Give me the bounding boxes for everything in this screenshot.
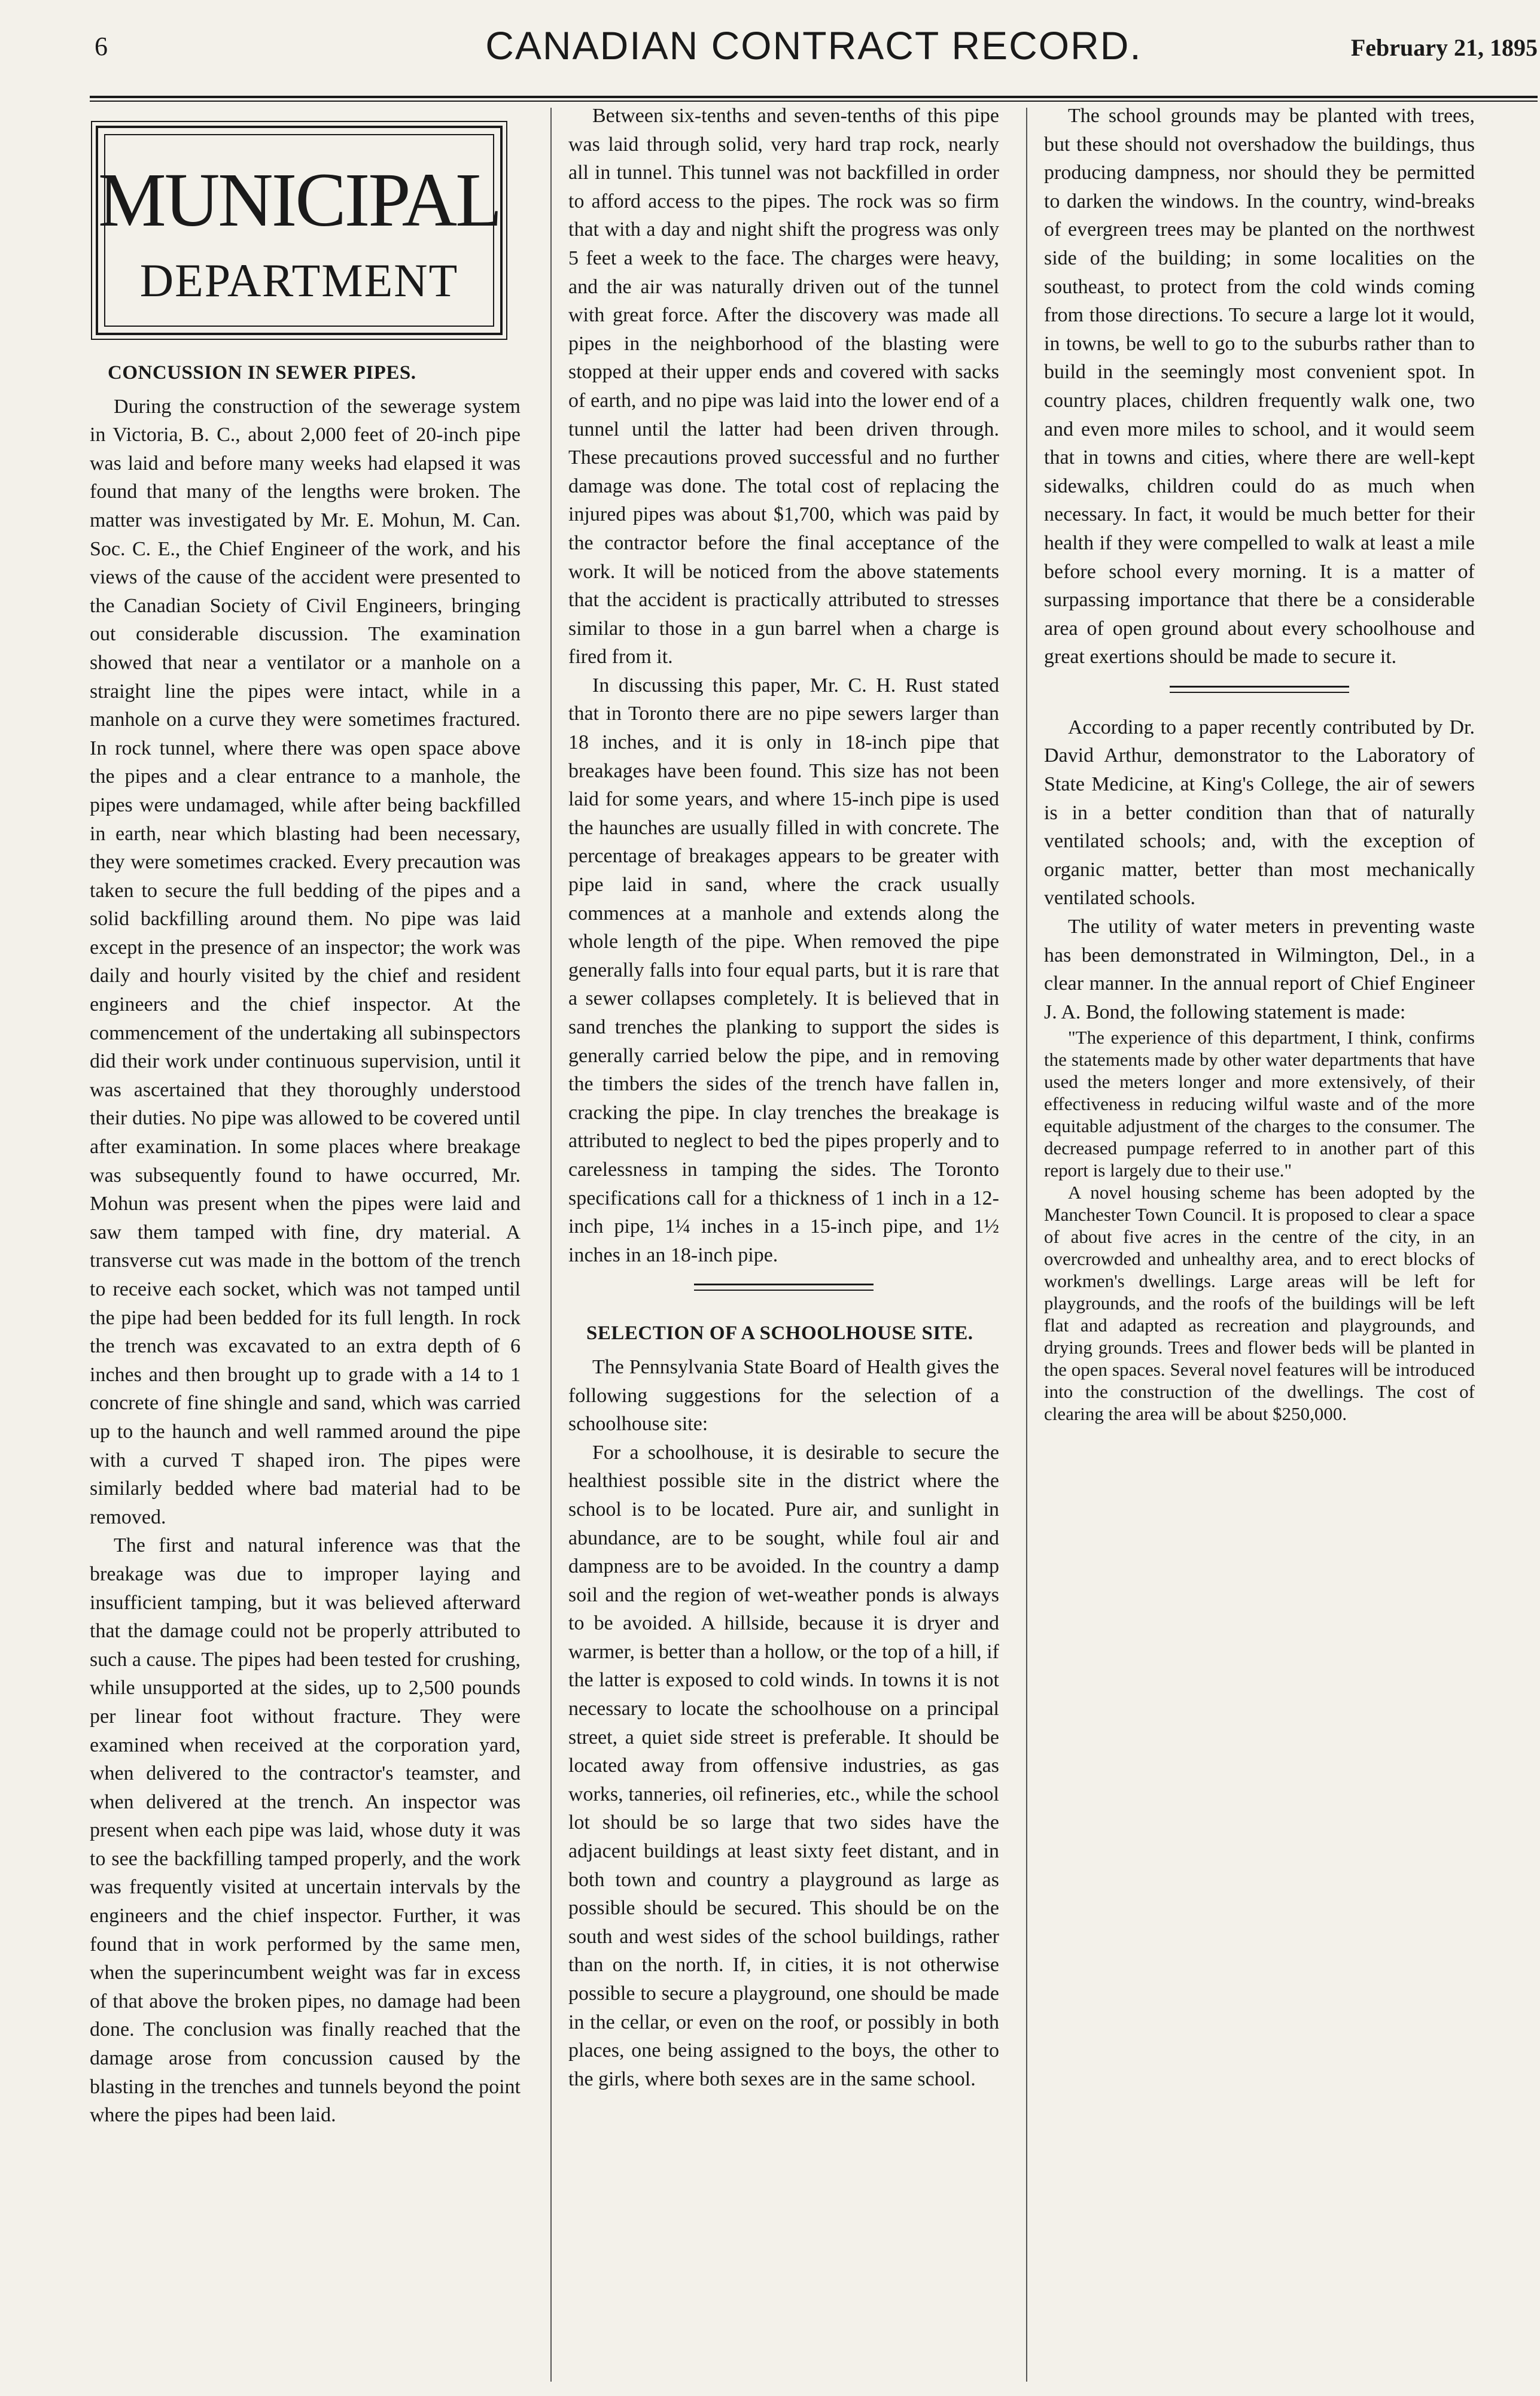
article-heading: SELECTION OF A SCHOOLHOUSE SITE. [586, 1322, 973, 1345]
article-separator [568, 1269, 999, 1311]
article-separator [1044, 671, 1475, 713]
page-number: 6 [95, 32, 108, 61]
article-paragraph: The school grounds may be planted with trees, but these should not overshadow the buildings, thus producing dampness, nor should they be permitted to darken the windows. In the country, wind-breaks of evergreen trees may be planted on the northwest side of the building; in some localities on the southeast, to protect from the cold winds coming from those directions. To secure a large lot it would, in towns, be well to go to the suburbs rather than to build in the seemingly most convenient spot. In country places, children frequently walk one, two and even more miles to school, and it would seem that in towns and cities, where there are well-kept sidewalks, children could do as much when necessary. In fact, it would be much better for their health if they were compelled to walk at least a mile before school every morning. It is a matter of surpassing importance that there be a considerable area of open ground about every schoolhouse and great exertions should be made to secure it. [1044, 105, 1475, 668]
column-divider [550, 108, 552, 2382]
page-header [90, 23, 1538, 89]
article-paragraph: Between six-tenths and seven-tenths of this pipe was laid through solid, very hard trap rock, nearly all in tunnel. This tunnel was not backfilled in order to afford access to the pipes. The rock was so firm that with a day and night shift the progress was only 5 feet a week to the face. The charges were heavy, and the air was naturally driven out of the tunnel with great force. After the discovery was made all pipes in the neighborhood of the blasting were stopped at their upper ends and covered with sacks of earth, and no pipe was laid into the lower end of a tunnel until the latter had been driven through. These precautions proved successful and no further damage was done. The total cost of replacing the injured pipes was about $1,700, which was paid by the contractor before the final acceptance of the work. It will be noticed from the above statements that the accident is practically attributed to stresses similar to those in a gun barrel when a charge is fired from it. [568, 105, 999, 668]
newspaper-page [90, 0, 1538, 2396]
issue-date: February 21, 1895 [1350, 34, 1538, 61]
department-title-line1: MUNICIPAL [98, 157, 501, 242]
article-paragraph: The utility of water meters in preventing waste has been demonstrated in Wilmington, Del., in a clear manner. In the annual report of Chief Engineer J. A. Bond, the following statement is made: [1044, 916, 1475, 1023]
column-2 [568, 102, 999, 2093]
column-divider [1026, 108, 1027, 2382]
article-paragraph: According to a paper recently contributed by Dr. David Arthur, demonstrator to the Laboratory of State Medicine, at King's College, the air of sewers is in a better condition than that of naturally ventilated schools; and, with the exception of organic matter, better than most mechanically ventilated schools. [1044, 716, 1475, 910]
department-title-line2: DEPARTMENT [139, 254, 459, 306]
article-paragraph: For a schoolhouse, it is desirable to secure the healthiest possible site in the district where the school is to be located. Pure air, and sunlight in abundance, are to be sought, while foul air and dampness are to be avoided. In the country a damp soil and the region of wet-weather ponds is always to be avoided. A hillside, because it is dryer and warmer, is better than a hollow, or the top of a hill, if the latter is exposed to cold winds. In towns it is not necessary to locate the schoolhouse on a principal street, a quiet side street is preferable. It should be located away from offensive industries, as gas works, tanneries, oil refineries, etc., while the school lot should be so large that two sides have the adjacent buildings at least sixty feet distant, and in both town and country a playground as large as possible should be secured. This should be on the south and west sides of the school buildings, rather than on the north. If, in cities, it is not otherwise possible to secure a playground, one should be made in the cellar, or even on the roof, or possibly in both places, one being assigned to the boys, the other to the girls, where both sexes are in the same school. [568, 1441, 999, 2090]
article-paragraph: During the construction of the sewerage system in Victoria, B. C., about 2,000 feet of 20-inch pipe was laid and before many weeks had elapsed it was found that many of the lengths were broken. The matter was investigated by Mr. E. Mohun, M. Can. Soc. C. E., the Chief Engineer of the work, and his views of the cause of the accident were presented to the Canadian Society of Civil Engineers, bringing out considerable discussion. The examination showed that near a ventilator or a manhole on a straight line the pipes were intact, while in a manhole on a curve they were sometimes fractured. In rock tunnel, where there was open space above the pipes and a clear entrance to a manhole, the pipes were undamaged, while after being backfilled in earth, near which blasting had been necessary, they were sometimes cracked. Every precaution was taken to secure the full bedding of the pipes and a solid backfilling around them. No pipe was laid except in the presence of an inspector; the work was daily and hourly visited by the chief and resident engineers and the chief inspector. At the commencement of the undertaking all subinspectors did their work under continuous supervision, until it was ascertained that they thoroughly understood their duties. No pipe was allowed to be covered until after examination. In some places where breakage was subsequently found to hawe occurred, Mr. Mohun was present when the pipes were laid and saw them tamped with fine, dry material. A transverse cut was made in the bottom of the trench to receive each socket, which was not tamped until the pipe had been bedded for its full length. In rock the trench was excavated to an extra depth of 6 inches and then brought up to grade with a 14 to 1 concrete of fine shingle and sand, which was carried up to the haunch and well rammed around the pipe with a curved T shaped iron. The pipes were similarly bedded where bad material had to be removed. [90, 395, 521, 1528]
article-heading: CONCUSSION IN SEWER PIPES. [108, 362, 416, 384]
article-paragraph: A novel housing scheme has been adopted by the Manchester Town Council. It is proposed to clear a space of about five acres in the centre of the city, in an overcrowded and unhealthy area, and to erect blocks of workmen's dwellings. Large areas will be left for playgrounds, and the roofs of the buildings will be left flat and adapted as recreation and playgrounds, and drying grounds. Trees and flower beds will be planted in the open spaces. Several novel features will be introduced into the construction of the dwellings. The cost of clearing the area will be about $250,000. [1044, 1182, 1475, 1425]
department-banner [96, 126, 503, 335]
article-paragraph: In discussing this paper, Mr. C. H. Rust stated that in Toronto there are no pipe sewers larger than 18 inches, and it is only in 18-inch pipe that breakages have been found. This size has not been laid for some years, and where 15-inch pipe is used the haunches are usually filled in with concrete. The percentage of breakages appears to be greater with pipe laid in sand, where the crack usually commences at a manhole and extends along the whole length of the pipe. When removed the pipe generally falls into four equal parts, but it is rare that a sewer collapses completely. It is believed that in sand trenches the planking to support the sides is generally carried below the pipe, and in removing the timbers the sides of the trench have fallen in, cracking the pipe. In clay trenches the breakage is attributed to neglect to bed the pipes properly and to carelessness in tamping the sides. The Toronto specifications call for a thickness of 1 inch in a 12-inch pipe, 1¼ inches in a 15-inch pipe, and 1½ inches in an 18-inch pipe. [568, 674, 999, 1266]
column-3 [1044, 102, 1475, 1425]
article-paragraph: The Pennsylvania State Board of Health gives the following suggestions for the selection of a schoolhouse site: [568, 1355, 999, 1436]
article-paragraph: The first and natural inference was that the breakage was due to improper laying and insufficient tamping, but it was believed afterward that the damage could not be properly attributed to such a cause. The pipes had been tested for crushing, while unsupported at the sides, up to 2,500 pounds per linear foot without fracture. They were examined when received at the corporation yard, when delivered to the contractor's teamster, and when delivered at the trench. An inspector was present when each pipe was laid, whose duty it was to see the backfilling tamped properly, and the work was frequently visited at uncertain intervals by the engineers and the chief inspector. Further, it was found that in work performed by the same men, when the superincumbent weight was far in excess of that above the broken pipes, no damage had been done. The conclusion was finally reached that the damage arose from concussion caused by the blasting in the trenches and tunnels beyond the point where the pipes had been laid. [90, 1534, 521, 2127]
publication-title: CANADIAN CONTRACT RECORD. [485, 23, 1142, 68]
header-rule [90, 96, 1538, 98]
quoted-statement: "The experience of this department, I think, confirms the statements made by other water departments that have used the meters longer and more extensively, of their effectiveness in reducing wilful waste and of the more equitable adjustment of the charges to the consumer. The decreased pumpage referred to in another part of this report is largely due to their use." [1044, 1027, 1475, 1181]
column-1 [90, 102, 521, 2130]
